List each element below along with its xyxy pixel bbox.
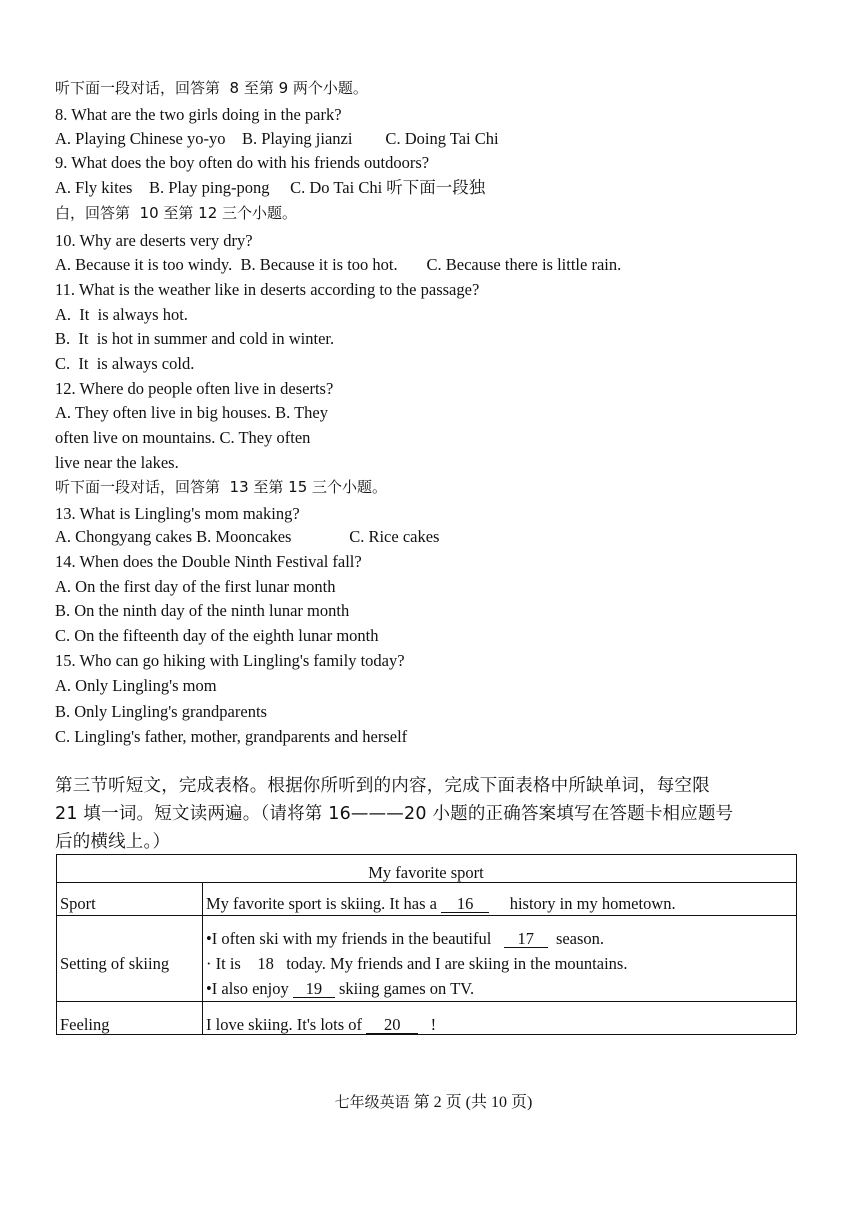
row-label-feeling: Feeling xyxy=(60,1015,110,1034)
row-feeling-text: I love skiing. It's lots of xyxy=(206,1015,367,1034)
question-10-options: A. Because it is too windy. B. Because it is too hot. C. Because there is little rain. xyxy=(55,255,622,274)
row-feeling-text-end: ! xyxy=(418,1015,437,1034)
question-13: 13. What is Lingling's mom making? xyxy=(55,504,300,523)
footer-subject: 七年级英语 xyxy=(334,1093,410,1111)
answer-blank-17[interactable]: 17 xyxy=(504,931,548,948)
row-setting-line1 xyxy=(206,929,604,949)
question-12-options-line2: often live on mountains. C. They often xyxy=(55,428,311,447)
question-15: 15. Who can go hiking with Lingling's family today? xyxy=(55,651,405,670)
question-14: 14. When does the Double Ninth Festival fall? xyxy=(55,552,362,571)
section3-instruction-line1: 第三节听短文，完成表格。根据你所听到的内容，完成下面表格中所缺单词，每空限 xyxy=(55,776,710,796)
question-11-option-a: A. It is always hot. xyxy=(55,305,188,324)
question-9-options: A. Fly kites B. Play ping-pong C. Do Tai Chi 听下面一段独 xyxy=(55,178,486,197)
instruction-q10-12: 白，回答第 10 至第 12 三个小题。 xyxy=(55,204,298,222)
table-border-top xyxy=(56,854,796,855)
section3-instruction-line2: 21 填一词。短文读两遍。（请将第 16———20 小题的正确答案填写在答题卡相应题号 xyxy=(55,804,734,824)
question-11-option-c: C. It is always cold. xyxy=(55,354,195,373)
question-13-options: A. Chongyang cakes B. Mooncakes C. Rice cakes xyxy=(55,527,440,546)
answer-blank-20[interactable]: 20 xyxy=(366,1017,418,1034)
question-12: 12. Where do people often live in deserts? xyxy=(55,379,334,398)
question-15-option-b: B. Only Lingling's grandparents xyxy=(55,702,267,721)
question-15-option-c: C. Lingling's father, mother, grandparents and herself xyxy=(55,727,408,746)
row-setting-text3: •I also enjoy xyxy=(206,979,293,998)
row-feeling-line xyxy=(206,1015,436,1035)
table-title: My favorite sport xyxy=(368,863,484,882)
row-setting-text1: •I often ski with my friends in the beautiful xyxy=(206,929,504,948)
table-border-column xyxy=(202,882,203,1034)
table-border-row2 xyxy=(56,1001,796,1002)
row-sport-line xyxy=(206,894,676,914)
row-sport-text-end: history in my hometown. xyxy=(489,894,676,913)
row-setting-line2 xyxy=(206,954,627,974)
footer-page-number: 第 2 页 (共 10 页) xyxy=(413,1094,533,1111)
answer-blank-19[interactable]: 19 xyxy=(293,981,335,998)
table-border-row1 xyxy=(56,915,796,916)
instruction-q13-15: 听下面一段对话，回答第 13 至第 15 三个小题。 xyxy=(55,478,388,496)
question-12-options-line1: A. They often live in big houses. B. They xyxy=(55,403,328,422)
row-setting-text1-end: season. xyxy=(547,929,605,948)
question-15-option-a: A. Only Lingling's mom xyxy=(55,676,217,695)
answer-blank-16[interactable]: 16 xyxy=(441,896,489,913)
row-label-setting: Setting of skiing xyxy=(60,954,170,973)
question-14-option-a: A. On the first day of the first lunar month xyxy=(55,577,336,596)
question-10: 10. Why are deserts very dry? xyxy=(55,231,253,250)
question-11-option-b: B. It is hot in summer and cold in winter. xyxy=(55,329,335,348)
table-border-right xyxy=(796,854,797,1034)
row-setting-line3 xyxy=(206,979,474,999)
favorite-sport-table xyxy=(56,854,796,1034)
section3-instruction-line3: 后的横线上。） xyxy=(55,832,171,852)
row-setting-text2: · It is 18 today. My friends and I are skiing in the mountains. xyxy=(206,954,628,973)
question-14-option-b: B. On the ninth day of the ninth lunar month xyxy=(55,601,350,620)
page-footer xyxy=(0,1089,867,1112)
question-11: 11. What is the weather like in deserts according to the passage? xyxy=(55,280,480,299)
row-label-sport: Sport xyxy=(60,894,96,913)
question-9: 9. What does the boy often do with his friends outdoors? xyxy=(55,153,430,172)
question-14-option-c: C. On the fifteenth day of the eighth lunar month xyxy=(55,626,379,645)
row-setting-text3-end: skiing games on TV. xyxy=(334,979,475,998)
question-12-options-line3: live near the lakes. xyxy=(55,453,179,472)
row-sport-text: My favorite sport is skiing. It has a xyxy=(206,894,442,913)
question-8-options: A. Playing Chinese yo-yo B. Playing jianzi C. Doing Tai Chi xyxy=(55,129,499,148)
instruction-q8-9: 听下面一段对话，回答第 8 至第 9 两个小题。 xyxy=(55,79,368,97)
question-8: 8. What are the two girls doing in the park? xyxy=(55,105,342,124)
